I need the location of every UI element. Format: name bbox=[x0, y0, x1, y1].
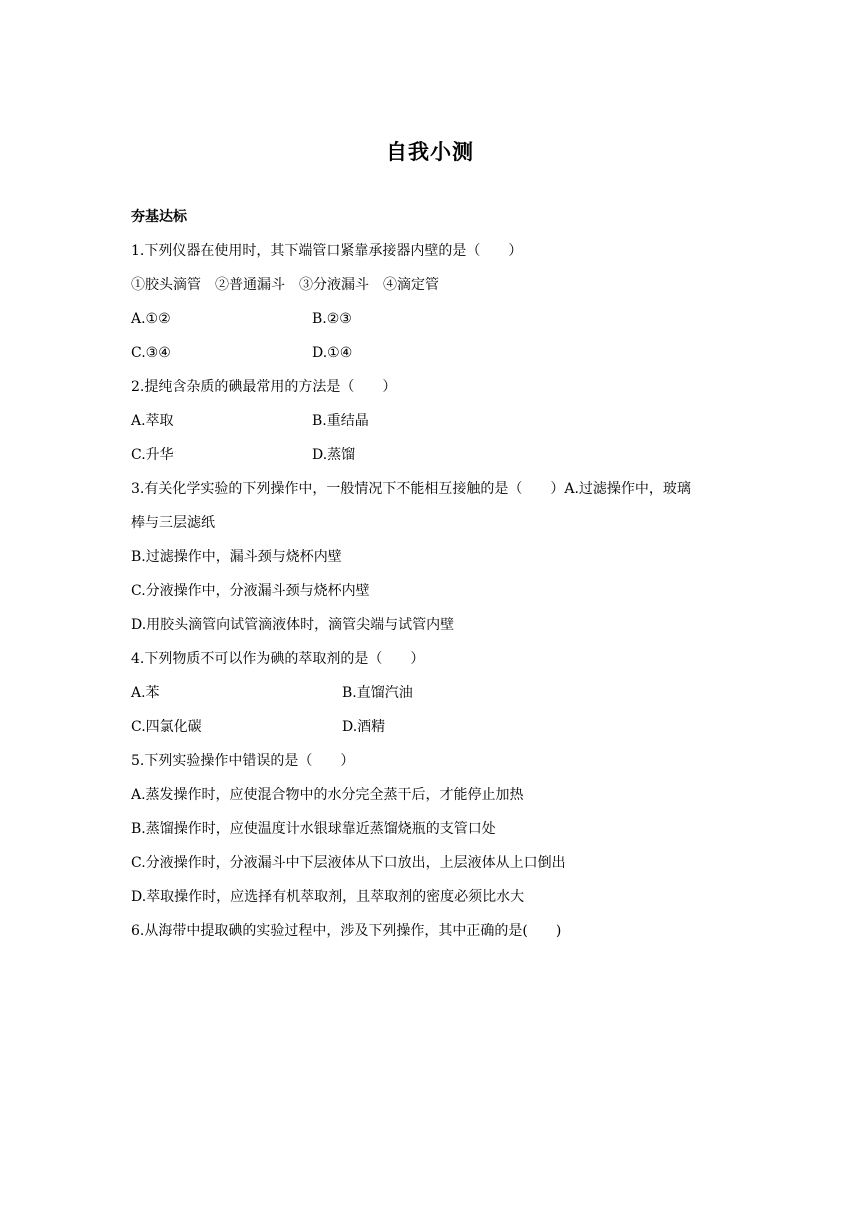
question-2-option-c: C.升华 bbox=[131, 447, 174, 463]
question-2-options-row-1 bbox=[131, 404, 741, 438]
question-1-options-row-1 bbox=[131, 302, 741, 336]
question-4-options-row-1 bbox=[131, 676, 741, 710]
question-5-option-c: C.分液操作时，分液漏斗中下层液体从下口放出，上层液体从上口倒出 bbox=[131, 855, 566, 871]
question-1-option-c: C.③④ bbox=[131, 345, 171, 361]
question-3-option-c: C.分液操作中，分液漏斗颈与烧杯内壁 bbox=[131, 583, 370, 599]
section-heading: 夯基达标 bbox=[131, 209, 187, 225]
question-1-options-row-2 bbox=[131, 336, 741, 370]
question-1-option-a: A.①② bbox=[131, 311, 171, 327]
question-4-option-b: B.直馏汽油 bbox=[342, 685, 413, 701]
question-6-stem: 6.从海带中提取碘的实验过程中，涉及下列操作，其中正确的是( ) bbox=[131, 923, 562, 939]
page-title: 自我小测 bbox=[386, 140, 474, 164]
question-3-stem-line-1: 3.有关化学实验的下列操作中，一般情况下不能相互接触的是（ ）A.过滤操作中，玻璃 bbox=[131, 481, 691, 497]
question-1-option-d: D.①④ bbox=[312, 345, 353, 361]
question-1-option-b: B.②③ bbox=[312, 311, 352, 327]
question-4-option-d: D.酒精 bbox=[342, 719, 386, 735]
question-5-stem: 5.下列实验操作中错误的是（ ） bbox=[131, 753, 355, 769]
question-2-options-row-2 bbox=[131, 438, 741, 472]
question-4-options-row-2 bbox=[131, 710, 741, 744]
question-1-stem: 1.下列仪器在使用时，其下端管口紧靠承接器内壁的是（ ） bbox=[131, 243, 523, 259]
question-3-stem-line-2: 棒与三层滤纸 bbox=[131, 515, 215, 531]
question-2-option-d: D.蒸馏 bbox=[312, 447, 356, 463]
question-4-stem: 4.下列物质不可以作为碘的萃取剂的是（ ） bbox=[131, 651, 425, 667]
question-3-option-d: D.用胶头滴管向试管滴液体时，滴管尖端与试管内壁 bbox=[131, 617, 455, 633]
question-1-items: ①胶头滴管 ②普通漏斗 ③分液漏斗 ④滴定管 bbox=[131, 277, 439, 293]
question-3-option-b: B.过滤操作中，漏斗颈与烧杯内壁 bbox=[131, 549, 342, 565]
document-body bbox=[131, 200, 741, 948]
question-4-option-a: A.苯 bbox=[131, 685, 160, 701]
question-2-stem: 2.提纯含杂质的碘最常用的方法是（ ） bbox=[131, 379, 397, 395]
question-4-option-c: C.四氯化碳 bbox=[131, 719, 202, 735]
question-5-option-b: B.蒸馏操作时，应使温度计水银球靠近蒸馏烧瓶的支管口处 bbox=[131, 821, 496, 837]
question-2-option-a: A.萃取 bbox=[131, 413, 174, 429]
question-5-option-a: A.蒸发操作时，应使混合物中的水分完全蒸干后，才能停止加热 bbox=[131, 787, 524, 803]
question-2-option-b: B.重结晶 bbox=[312, 413, 369, 429]
question-5-option-d: D.萃取操作时，应选择有机萃取剂，且萃取剂的密度必须比水大 bbox=[131, 889, 525, 905]
